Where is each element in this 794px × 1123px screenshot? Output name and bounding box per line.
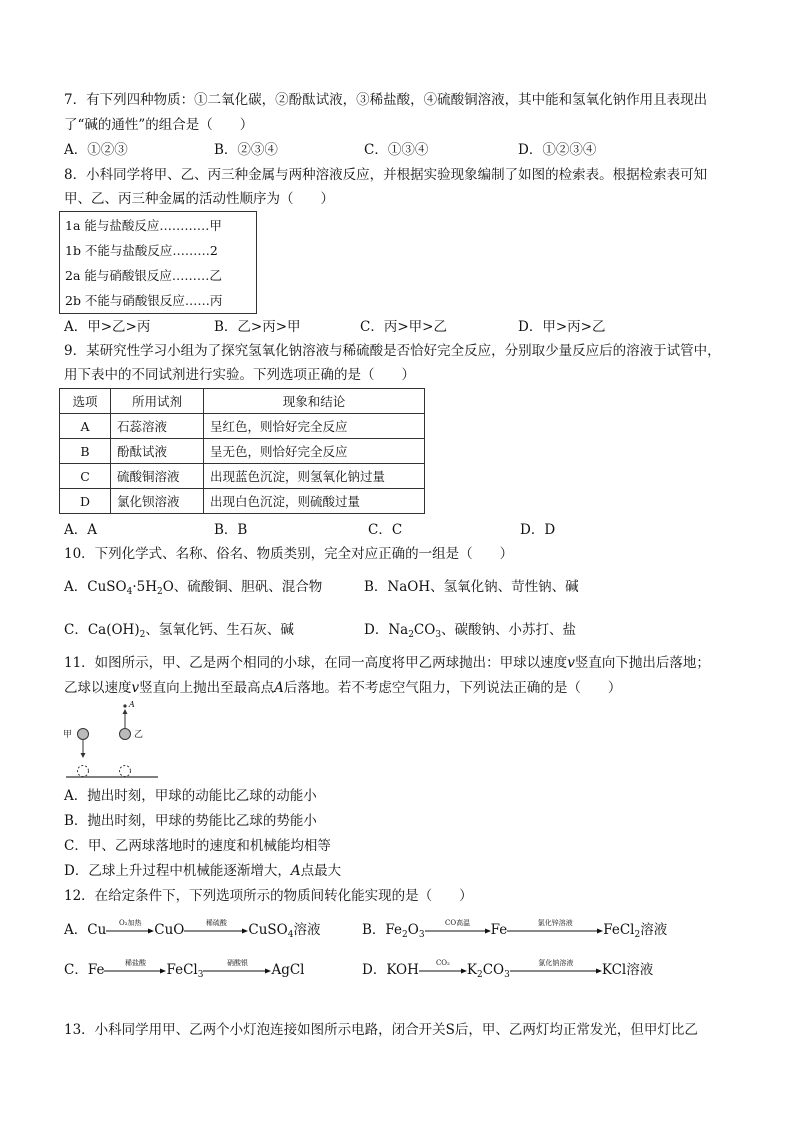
q12-stem: 12．在给定条件下，下列选项所示的物质间转化能实现的是（ ）	[64, 888, 473, 904]
reaction-arrow: 硝酸银	[203, 961, 271, 979]
q8-option-b: B．乙>丙>甲	[214, 319, 301, 335]
q7-option-c: C．①③④	[364, 142, 429, 158]
q9-experiment-table	[59, 388, 425, 514]
q7-stem-line1: 7．有下列四种物质：①二氧化碳，②酚酞试液，③稀盐酸，④硫酸铜溶液，其中能和氢氧化钠作用且表现出	[64, 92, 708, 108]
label-yi: 乙	[134, 730, 144, 740]
q7-option-b: B．②③④	[214, 142, 278, 158]
q7-option-a: A．①②③	[64, 142, 128, 158]
q12-option-c: C．Fe 稀盐酸 FeCl$_3$ 硝酸银 AgCl	[64, 959, 305, 980]
q11-stem-line2: 乙球以速度v竖直向上抛出至最高点A后落地。若不考虑空气阻力，下列说法正确的是（ ）	[64, 680, 622, 696]
q9-option-c: C．C	[368, 522, 403, 538]
table-cell: 石蕊溶液	[111, 414, 204, 439]
q12-option-d: D．KOH CO₂ $K_2CO_3$ 氯化钠溶液 KCl溶液	[362, 959, 654, 980]
q11-option-b: B．抛出时刻，甲球的势能比乙球的势能小	[64, 813, 317, 829]
q9-stem-line2: 用下表中的不同试剂进行实验。下列选项正确的是（ ）	[64, 367, 415, 383]
q8-option-a: A．甲>乙>丙	[64, 319, 151, 335]
table-cell: C	[60, 464, 111, 489]
q9-option-a: A．A	[64, 522, 97, 538]
q13-stem-line1: 13．小科同学用甲、乙两个小灯泡连接如图所示电路，闭合开关S后，甲、乙两灯均正常发光，但甲灯比乙	[64, 1022, 698, 1038]
q9-option-d: D．D	[520, 522, 556, 538]
q8-option-c: C．丙>甲>乙	[360, 319, 447, 335]
table-header-cell: 所用试剂	[111, 389, 204, 414]
reaction-arrow: 氯化钠溶液	[510, 961, 602, 979]
table-header-row	[60, 389, 425, 414]
q11-option-d: D．乙球上升过程中机械能逐渐增大，A点最大	[64, 863, 342, 879]
q11-stem-line1: 11．如图所示，甲、乙是两个相同的小球，在同一高度将甲乙两球抛出：甲球以速度v竖直向下抛出后落地；	[64, 655, 710, 671]
reaction-arrow: 稀盐酸	[104, 961, 166, 979]
table-row	[60, 489, 425, 514]
q10-option-c: C．$Ca(OH)_2$、氢氧化钙、生石灰、碱	[64, 622, 294, 640]
q9-option-b: B．B	[214, 522, 248, 538]
q10-option-b: B．NaOH、氢氧化钠、苛性钠、碱	[364, 579, 579, 595]
q7-stem-line2: 了“碱的通性”的组合是（ ）	[64, 117, 254, 133]
q8-key-row: 1a 能与盐酸反应…………甲	[65, 218, 222, 233]
table-header-cell: 现象和结论	[204, 389, 425, 414]
table-cell: 出现白色沉淀，则硫酸过量	[204, 489, 425, 514]
q10-stem: 10．下列化学式、名称、俗名、物质类别，完全对应正确的一组是（ ）	[64, 546, 514, 562]
reaction-arrow: CO₂	[419, 961, 467, 979]
table-cell: D	[60, 489, 111, 514]
q7-option-d: D．①②③④	[518, 142, 597, 158]
reaction-arrow: O₂加热	[106, 921, 154, 939]
q8-key-row: 2b 不能与硝酸银反应……丙	[65, 293, 223, 308]
table-cell: 呈红色，则恰好完全反应	[204, 414, 425, 439]
label-jia: 甲	[63, 730, 73, 740]
table-cell: 硫酸铜溶液	[111, 464, 204, 489]
table-cell: 出现蓝色沉淀，则氢氧化钠过量	[204, 464, 425, 489]
q9-stem-line1: 9．某研究性学习小组为了探究氢氧化钠溶液与稀硫酸是否恰好完全反应，分别取少量反应后的溶液于试管中，	[64, 343, 721, 359]
q11-option-a: A．抛出时刻，甲球的动能比乙球的动能小	[64, 788, 317, 804]
q10-option-a: A．$CuSO_4\cdot 5H_2O$、硫酸铜、胆矾、混合物	[64, 579, 323, 597]
label-point-a: A	[129, 700, 135, 709]
q11-option-c: C．甲、乙两球落地时的速度和机械能均相等	[64, 838, 331, 854]
q8-key-row: 1b 不能与盐酸反应………2	[65, 243, 218, 258]
table-header-cell: 选项	[60, 389, 111, 414]
table-cell: 呈无色，则恰好完全反应	[204, 439, 425, 464]
q8-key-table	[59, 211, 257, 314]
table-cell: 氯化钡溶液	[111, 489, 204, 514]
q8-key-row: 2a 能与硝酸银反应………乙	[65, 268, 222, 283]
reaction-arrow: 稀硫酸	[184, 921, 248, 939]
q11-ball-diagram	[58, 700, 168, 782]
q12-option-b: B．$Fe_2O_3$ CO高温 Fe 氯化锌溶液 FeCl$_2$溶液	[362, 919, 668, 940]
table-row	[60, 414, 425, 439]
table-cell: B	[60, 439, 111, 464]
q12-option-a: A．Cu O₂加热 CuO 稀硫酸 CuSO$_4$溶液	[64, 919, 321, 940]
table-cell: A	[60, 414, 111, 439]
q10-option-d: D．$Na_2CO_3$、碳酸钠、小苏打、盐	[364, 622, 577, 640]
q8-stem-line2: 甲、乙、丙三种金属的活动性顺序为（ ）	[64, 191, 334, 207]
reaction-arrow: 氯化锌溶液	[507, 921, 603, 939]
q8-option-d: D．甲>丙>乙	[518, 319, 606, 335]
q8-stem-line1: 8．小科同学将甲、乙、丙三种金属与两种溶液反应，并根据实验现象编制了如图的检索表。根据检索表可知	[64, 167, 708, 183]
table-row	[60, 439, 425, 464]
table-row	[60, 464, 425, 489]
table-cell: 酚酞试液	[111, 439, 204, 464]
reaction-arrow: CO高温	[425, 921, 491, 939]
